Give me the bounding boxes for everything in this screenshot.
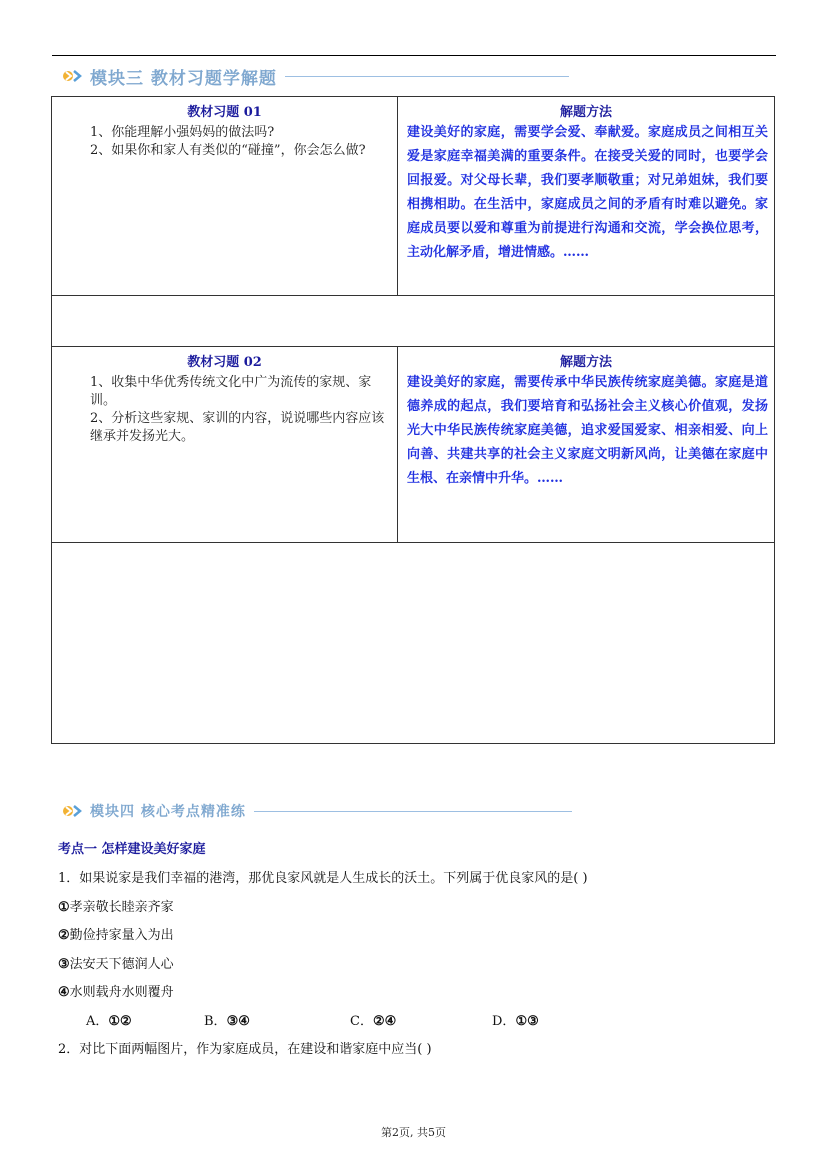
module4-title: 模块四 核心考点精准练 <box>90 804 246 820</box>
q1-option-a[interactable]: A．①② <box>86 1013 132 1029</box>
blank-answer-area-2[interactable] <box>52 543 775 744</box>
blank-row-2 <box>52 543 775 744</box>
exercise1-title: 教材习题 01 <box>187 105 262 120</box>
exercise1-method-title: 解题方法 <box>559 105 612 120</box>
module3-header <box>62 64 569 88</box>
module3-title: 模块三 教材习题学解题 <box>90 68 277 89</box>
exercise2-question-cell <box>52 347 398 543</box>
q1-item-1: ①孝亲敬长睦亲齐家 <box>58 899 174 915</box>
page-footer: 第2页, 共5页 <box>381 1126 446 1139</box>
exercise2-method-title: 解题方法 <box>559 355 612 370</box>
top-rule <box>52 55 776 56</box>
q1-stem: 1．如果说家是我们幸福的港湾，那优良家风就是人生成长的沃土。下列属于优良家风的是( ) <box>58 871 588 886</box>
exercise1-method-cell <box>398 97 775 296</box>
module3-rule <box>285 76 569 77</box>
exercise2-question-1: 1、收集中华优秀传统文化中广为流传的家规、家训。 <box>90 375 372 408</box>
double-chevron-icon <box>62 68 84 84</box>
q1-item-4: ④水则载舟水则覆舟 <box>58 985 174 1000</box>
q1-option-d[interactable]: D．①③ <box>492 1013 539 1029</box>
kaodian-heading: 考点一 怎样建设美好家庭 <box>58 842 206 857</box>
exercise2-answer: 建设美好的家庭，需要传承中华民族传统家庭美德。家庭是道德养成的起点，我们要培育和弘扬社会主义核心价值观，发扬光大中华民族传统家庭美德，追求爱国爱家、相亲相爱、向上向善、共建共享的社会主义家庭文明新风尚，让美德在家庭中生根、在亲情中升华。…… <box>407 375 768 486</box>
q1-options <box>58 1012 778 1040</box>
exercise1-row <box>52 97 775 296</box>
q1-option-c[interactable]: C．②④ <box>350 1013 397 1029</box>
module4-rule <box>254 811 572 812</box>
q2-stem: 2．对比下面两幅图片，作为家庭成员，在建设和谐家庭中应当( ) <box>58 1041 432 1057</box>
exercise1-question-cell <box>52 97 398 296</box>
exercise2-title: 教材习题 02 <box>187 355 262 370</box>
double-chevron-icon <box>62 803 84 819</box>
exercise-table <box>51 96 775 744</box>
q1-item-3: ③法安天下德润人心 <box>58 956 174 972</box>
exercise2-method-cell <box>398 347 775 543</box>
exercise2-row <box>52 347 775 543</box>
module4-header <box>62 799 572 823</box>
exercise1-question-1: 1、你能理解小强妈妈的做法吗? <box>90 125 275 140</box>
practice-section <box>58 838 778 1068</box>
q1-option-b[interactable]: B．③④ <box>204 1013 250 1029</box>
exercise2-question-2: 2、分析这些家规、家训的内容，说说哪些内容应该继承并发扬光大。 <box>90 411 385 444</box>
blank-answer-area-1[interactable] <box>52 296 775 347</box>
blank-row-1 <box>52 296 775 347</box>
exercise1-answer: 建设美好的家庭，需要学会爱、奉献爱。家庭成员之间相互关爱是家庭幸福美满的重要条件。在接受关爱的同时，也要学会回报爱。对父母长辈，我们要孝顺敬重；对兄弟姐妹，我们要相携相助。在生活中，家庭成员之间的矛盾有时难以避免。家庭成员要以爱和尊重为前提进行沟通和交流，学会换位思考，主动化解矛盾，增进情感。…… <box>407 125 768 260</box>
exercise1-question-2: 2、如果你和家人有类似的“碰撞”，你会怎么做? <box>90 143 366 158</box>
q1-item-2: ②勤俭持家量入为出 <box>58 928 174 943</box>
